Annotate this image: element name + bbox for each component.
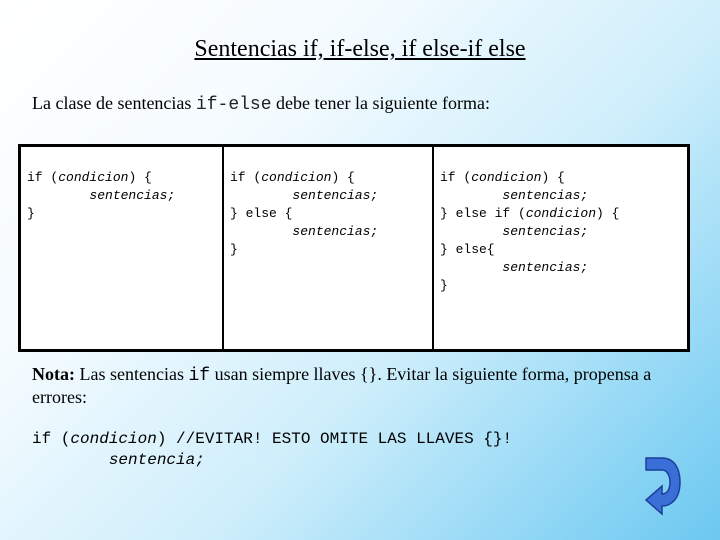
slide-title: Sentencias if, if-else, if else-if else	[194, 36, 526, 62]
code-placeholder: sentencias;	[230, 188, 379, 203]
intro-after: debe tener la siguiente forma:	[271, 93, 490, 113]
if-else-if-column	[434, 147, 687, 349]
note-label: Nota:	[32, 364, 75, 384]
code-text: ) {	[128, 170, 152, 185]
code-placeholder: sentencias;	[440, 260, 589, 275]
code-placeholder: condicion	[261, 170, 332, 185]
code-text: ) {	[541, 170, 565, 185]
code-text: ) {	[596, 206, 620, 221]
note-after: usan siempre llaves {}. Evitar la siguiente forma, propensa a errores:	[32, 364, 652, 407]
intro-before: La clase de sentencias	[32, 93, 196, 113]
note-before: Las sentencias	[75, 364, 189, 384]
code-text: if (	[27, 170, 59, 185]
code-text: } else {	[230, 206, 293, 221]
code-placeholder: sentencias;	[440, 188, 589, 203]
return-arrow-icon[interactable]	[640, 454, 686, 522]
code-text: }	[440, 278, 448, 293]
code-placeholder: condicion	[471, 170, 542, 185]
code-placeholder: condicion	[58, 170, 129, 185]
code-text: ) //EVITAR! ESTO OMITE LAS LLAVES {}!	[156, 430, 513, 448]
if-column	[21, 147, 224, 349]
syntax-table	[18, 144, 690, 352]
code-text: } else if (	[440, 206, 526, 221]
code-text: } else{	[440, 242, 495, 257]
code-text: if (	[230, 170, 262, 185]
code-placeholder: condicion	[70, 430, 157, 448]
intro-code: if-else	[195, 95, 272, 115]
note-code: if	[188, 366, 211, 386]
code-placeholder: sentencias;	[27, 188, 176, 203]
code-text: }	[27, 206, 35, 221]
code-placeholder: sentencias;	[440, 224, 589, 239]
code-text: }	[230, 242, 238, 257]
intro-text	[32, 93, 490, 115]
code-placeholder: sentencias;	[230, 224, 379, 239]
code-text: ) {	[331, 170, 355, 185]
code-placeholder: sentencia;	[32, 451, 205, 469]
code-placeholder: condicion	[525, 206, 597, 221]
bad-example-code	[32, 429, 512, 471]
code-text: if (	[440, 170, 472, 185]
note-paragraph	[32, 364, 672, 408]
if-else-column	[224, 147, 434, 349]
code-text: if (	[32, 430, 71, 448]
